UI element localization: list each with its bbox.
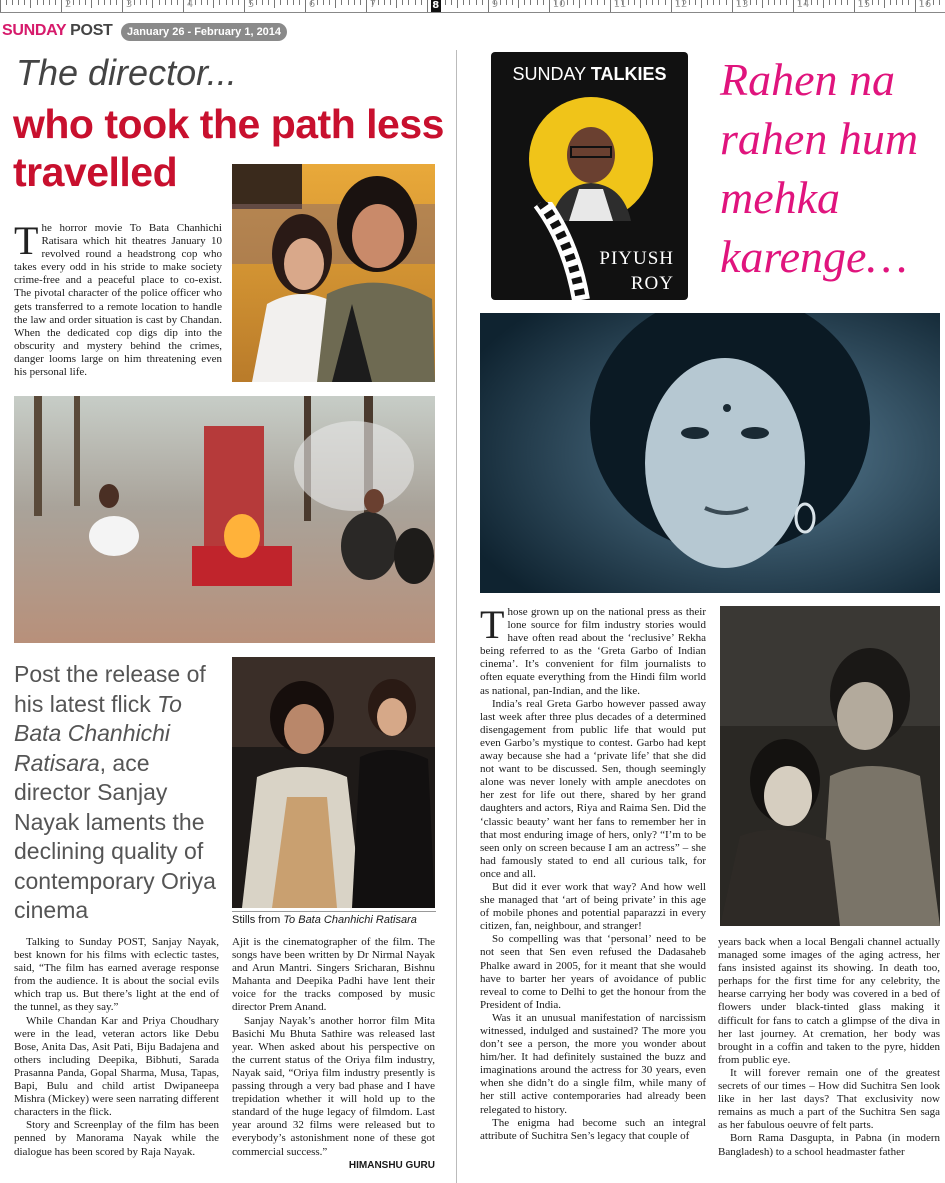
ruler-tick [219, 0, 220, 5]
ruler-tick [689, 0, 690, 5]
ruler-tick [829, 0, 830, 5]
ruler-tick [896, 0, 897, 5]
ruler-tick [421, 0, 422, 5]
ruler-tick [427, 0, 428, 12]
film-still-two-women [232, 164, 435, 382]
body-paragraph: hose grown up on the national press as their lone source for film industry stories would have often read about the ‘reclusive’ Rekha being referred to as the ‘Greta Garbo of Indian cinema’. It’s convenient for film journalists to often equate everything from the Hindi film world as national, pan-Indian, and the like. [480, 606, 706, 697]
ruler-tick [24, 0, 25, 5]
ruler-tick [232, 0, 233, 5]
ruler-tick [61, 0, 62, 12]
body-paragraph: Ajit is the cinematographer of the film. The songs have been written by Dr Nirmal Nayak and Arun Mantri. Singers Sricharan, Bishnu Mahanta and Deepika Padhi have lent their voice for the tracks composed by music director Prem Anand. [232, 936, 435, 1014]
ruler-tick [293, 0, 294, 5]
ruler-tick [329, 0, 330, 5]
ruler-tick [165, 0, 166, 5]
ruler-tick [854, 0, 855, 12]
ruler-tick [244, 0, 245, 12]
ruler-number: 16 [918, 0, 932, 10]
ruler-tick [146, 0, 147, 5]
ruler-tick [628, 0, 629, 5]
ruler-tick [268, 0, 269, 5]
film-still-women-walking [232, 657, 435, 908]
ruler-tick [226, 0, 227, 5]
ruler-tick [408, 0, 409, 5]
ruler-tick [415, 0, 416, 5]
ruler-tick [348, 0, 349, 5]
column-title-a: SUNDAY [512, 64, 586, 84]
article-kicker: The director... [16, 52, 237, 93]
ruler-tick [579, 0, 580, 8]
ruler-tick [195, 0, 196, 5]
ruler-number: 3 [125, 0, 133, 10]
ruler-tick [299, 0, 300, 5]
film-strip-icon [531, 202, 591, 300]
body-paragraph: The enigma had become such an integral attribute of Suchitra Sen’s legacy that couple of [480, 1116, 706, 1142]
ruler-tick [451, 0, 452, 5]
body-paragraph: Story and Screenplay of the film has been penned by Manorama Nayak while the dialogue has been scored by Raja Nayak. [14, 1119, 219, 1158]
ruler-tick [707, 0, 708, 5]
ruler-tick [585, 0, 586, 5]
ruler-tick [171, 0, 172, 5]
ruler-tick [360, 0, 361, 5]
ruler-tick [55, 0, 56, 5]
ruler-tick [604, 0, 605, 5]
ruler-tick [524, 0, 525, 5]
ruler-tick [640, 0, 641, 8]
ruler-tick [152, 0, 153, 8]
ruler-tick [573, 0, 574, 5]
ruler-tick [445, 0, 446, 5]
ruler-tick [902, 0, 903, 5]
ruler-tick [476, 0, 477, 5]
ruler-tick [726, 0, 727, 5]
ruler-number: 4 [186, 0, 194, 10]
ruler-tick [658, 0, 659, 5]
film-still-ritual-scene [14, 396, 435, 643]
ruler-tick [402, 0, 403, 5]
body-paragraph: But did it ever work that way? And how well she managed that ‘art of being private’ in this age of mobile phones and potential paparazzi in every citizen, fan, neighbour, and stranger! [480, 880, 706, 933]
ruler-tick [457, 0, 458, 8]
ruler-tick [213, 0, 214, 8]
ruler-tick [549, 0, 550, 12]
ruler-tick [177, 0, 178, 5]
ruler-tick [469, 0, 470, 5]
actress-portrait-photo [480, 313, 940, 593]
ruler-tick [262, 0, 263, 5]
ruler-tick [701, 0, 702, 8]
ruler-tick [939, 0, 940, 5]
ruler-number: 15 [857, 0, 871, 10]
ruler-tick [878, 0, 879, 5]
ruler-tick [756, 0, 757, 5]
ruler-tick [847, 0, 848, 5]
ruler-tick [207, 0, 208, 5]
ruler-tick [335, 0, 336, 8]
ruler-number: 13 [735, 0, 749, 10]
ruler-tick [762, 0, 763, 8]
body-paragraph: So compelling was that ‘personal’ need to be not seen that Sen even refused the Dadasaheb Phalke award in 2005, for it meant that she would have to barter her years of avoidance of public reveal to come to Delhi to get the honour from the President of India. [480, 933, 706, 1011]
ruler-tick [238, 0, 239, 5]
ruler-tick [750, 0, 751, 5]
ruler-tick [12, 0, 13, 5]
ruler-tick [774, 0, 775, 5]
ruler-tick [506, 0, 507, 5]
ruler-tick [884, 0, 885, 8]
ruler-tick [811, 0, 812, 5]
ruler-tick [518, 0, 519, 8]
ruler-number: 14 [796, 0, 810, 10]
ruler-tick [366, 0, 367, 12]
intro-text: he horror movie To Bata Chanhichi Ratisara which hit theatres January 10 revolved round a headstrong cop who takes every odd in his stride to make society crime-free and a peaceful place to co-exist. The pivotal character of the police officer who gets transferred to a remote location to handle the law and order situation is cast by Chandan. When the dedicated cop digs dip into the obscurity and mystery behind the crimes, danger looms large on him threatening even his personal life. [14, 222, 222, 379]
classic-film-still-couple [720, 606, 940, 926]
ruler-tick [488, 0, 489, 12]
body-paragraph: India’s real Greta Garbo however passed away last week after three plus decades of a determined disengagement from public life that would put even Garbo’s mystique to contest. Garbo had kept away because she had a ‘private life’ that she did not want to be discussed. Sen, though seemingly alone was never lonely with ample anecdotes on her zest for life out there, shared by her grand daughters and actors, Riya and Raima Sen. Did the ‘classic beauty’ want her fans to remember her in that most enduring image of hers, only? “I’m to be seen only on screen because I am an actress” – she had famously stated to end all curious talk, for once and all. [480, 697, 706, 880]
ruler-tick [671, 0, 672, 12]
ruler-tick [780, 0, 781, 5]
newspaper-brand [2, 22, 113, 40]
ruler-tick [823, 0, 824, 8]
ruler-tick [567, 0, 568, 5]
ruler-tick [323, 0, 324, 5]
ruler-number: 9 [491, 0, 499, 10]
ruler-tick [890, 0, 891, 5]
body-paragraph: Born Rama Dasgupta, in Pabna (in modern Bangladesh) to a school headmaster father [718, 1132, 940, 1158]
issue-date: January 26 - February 1, 2014 [121, 23, 287, 41]
ruler-tick [591, 0, 592, 5]
ruler-tick [530, 0, 531, 5]
column-logo [491, 52, 688, 300]
body-paragraph: Was it an unusual manifestation of narcissism witnessed, indulged and sustained? The more you don’t see a person, the more you wonder about him/her. It had definitely sustained the buzz and imaginations around the actress for 30 years, even when she didn’t do a single film, while many of her still active contemporaries had already been relegated to history. [480, 1011, 706, 1116]
ruler-tick [98, 0, 99, 5]
ruler-tick [933, 0, 934, 5]
ruler-tick [274, 0, 275, 8]
ruler-tick [140, 0, 141, 5]
ruler-tick [341, 0, 342, 5]
ruler-number: 11 [613, 0, 627, 10]
body-paragraph: Talking to Sunday POST, Sanjay Nayak, best known for his films with eclectic tastes, said, “The film has earned average response from the audience. It is about the social evils which trap us. But there’s light at the end of the tunnel, as they say.” [14, 936, 219, 1014]
left-body-column-1 [14, 936, 219, 1159]
ruler-tick [634, 0, 635, 5]
ruler-tick [85, 0, 86, 5]
right-body-column-2 [718, 936, 940, 1159]
ruler-tick [500, 0, 501, 5]
ruler-tick [110, 0, 111, 5]
ruler-tick [305, 0, 306, 12]
ruler-tick [6, 0, 7, 5]
article-deck [14, 660, 219, 926]
article-title: Rahen na rahen hum mehka karenge… [720, 54, 919, 282]
ruler-tick [79, 0, 80, 5]
intro-dropcap: T [14, 218, 39, 263]
ruler-tick [201, 0, 202, 5]
ruler-tick [482, 0, 483, 5]
ruler-tick [396, 0, 397, 8]
ruler-number: 7 [369, 0, 377, 10]
ruler-tick [317, 0, 318, 5]
ruler-tick [512, 0, 513, 5]
ruler-tick [543, 0, 544, 5]
ruler-number: 12 [674, 0, 688, 10]
page-ruler [0, 0, 945, 13]
ruler-tick [49, 0, 50, 5]
article-headline: who took the path less travelled [13, 101, 444, 195]
ruler-number: 10 [552, 0, 566, 10]
ruler-tick [256, 0, 257, 5]
right-body-column-1 [480, 602, 706, 1143]
ruler-tick [646, 0, 647, 5]
ruler-tick [872, 0, 873, 5]
ruler-tick [0, 0, 1, 12]
body-paragraph: While Chandan Kar and Priya Choudhary were in the lead, veteran actors like Debu Bose, Anita Das, Asit Pati, Biju Badajena and others including Deepika, Bibhuti, Sarada Prasanna Panda, Gopal Sharma, Musa, Tapas, Bapi, Bulu and child artist Dwipaneepa Mishra (Mickey) were seen narrating different characters in the flick. [14, 1014, 219, 1119]
ruler-tick [793, 0, 794, 12]
ruler-tick [786, 0, 787, 5]
ruler-tick [18, 0, 19, 5]
column-title [491, 64, 688, 85]
ruler-tick [915, 0, 916, 12]
body-paragraph: Sanjay Nayak’s another horror film Mita Basichi Mu Bhuta Sathire was released last year. When asked about his perspective on the current status of the Oriya film industry, Nayak said, “Oriya film industry presently is passing through a very bad phase and I have trepidation whether it will hold up to the standard of the huge legacy of filmdom. Last year around 32 films were released but to everybody’s astonishment none of these got commercial success.” [232, 1014, 435, 1158]
ruler-tick [287, 0, 288, 5]
body-paragraph: years back when a local Bengali channel actually managed some images of the aging actress, her fans insisted against its showing. In death too, perhaps for the first time for any celebrity, the hearse carrying her body was covered in a bed of flowers under black-tinted glass making it difficult for fans to catch a glimpse of the diva in her last journey. At cremation, her body was brought in a coffin and taken to the pyre, hidden from public eye. [718, 936, 940, 1066]
ruler-tick [116, 0, 117, 5]
ruler-tick [30, 0, 31, 8]
ruler-tick [610, 0, 611, 12]
ruler-tick [280, 0, 281, 5]
ruler-tick [37, 0, 38, 5]
intro-paragraph [14, 218, 222, 379]
ruler-tick [665, 0, 666, 5]
brand-sunday: SUNDAY [2, 22, 67, 39]
author-first-name: PIYUSH [599, 248, 674, 269]
ruler-tick [908, 0, 909, 5]
ruler-tick [104, 0, 105, 5]
right-dropcap: T [480, 602, 505, 647]
ruler-tick [713, 0, 714, 5]
ruler-tick [73, 0, 74, 5]
ruler-tick [378, 0, 379, 5]
ruler-number: 2 [64, 0, 72, 10]
ruler-number: 6 [308, 0, 316, 10]
ruler-tick [183, 0, 184, 12]
ruler-tick [841, 0, 842, 5]
photo-caption [232, 911, 436, 926]
ruler-tick [463, 0, 464, 5]
column-title-b: TALKIES [590, 64, 667, 84]
ruler-tick [537, 0, 538, 5]
ruler-tick [768, 0, 769, 5]
author-last-name: ROY [630, 273, 674, 294]
ruler-tick [354, 0, 355, 5]
deck-text-a: Post the release of his latest flick [14, 661, 206, 717]
column-divider [456, 50, 457, 1183]
body-paragraph: It will forever remain one of the greatest secrets of our times – How did Suchitra Sen look like in her last days? That exclusivity now remains as much a part of the Suchitra Sen saga as her fabulous oeuvre of felt parts. [718, 1066, 940, 1132]
ruler-tick [91, 0, 92, 8]
ruler-current-page: 8 [432, 0, 440, 11]
ruler-tick [134, 0, 135, 5]
ruler-tick [835, 0, 836, 5]
left-body-column-2 [232, 936, 435, 1172]
caption-text: Stills from [232, 914, 284, 926]
caption-film-title: To Bata Chanhichi Ratisara [283, 914, 417, 926]
ruler-tick [652, 0, 653, 5]
ruler-tick [122, 0, 123, 12]
ruler-tick [384, 0, 385, 5]
ruler-number: 5 [247, 0, 255, 10]
deck-film-title: To Bata Chanhichi Ratisara [14, 690, 182, 776]
ruler-tick [695, 0, 696, 5]
deck-text-b: , ace director Sanjay Nayak laments the declining quality of contemporary Oriya cinema [14, 749, 216, 923]
byline: HIMANSHU GURU [348, 1159, 435, 1171]
brand-post: POST [70, 22, 113, 39]
ruler-tick [719, 0, 720, 5]
ruler-tick [597, 0, 598, 5]
ruler-tick [390, 0, 391, 5]
ruler-tick [159, 0, 160, 5]
ruler-tick [43, 0, 44, 5]
ruler-tick [817, 0, 818, 5]
ruler-tick [732, 0, 733, 12]
